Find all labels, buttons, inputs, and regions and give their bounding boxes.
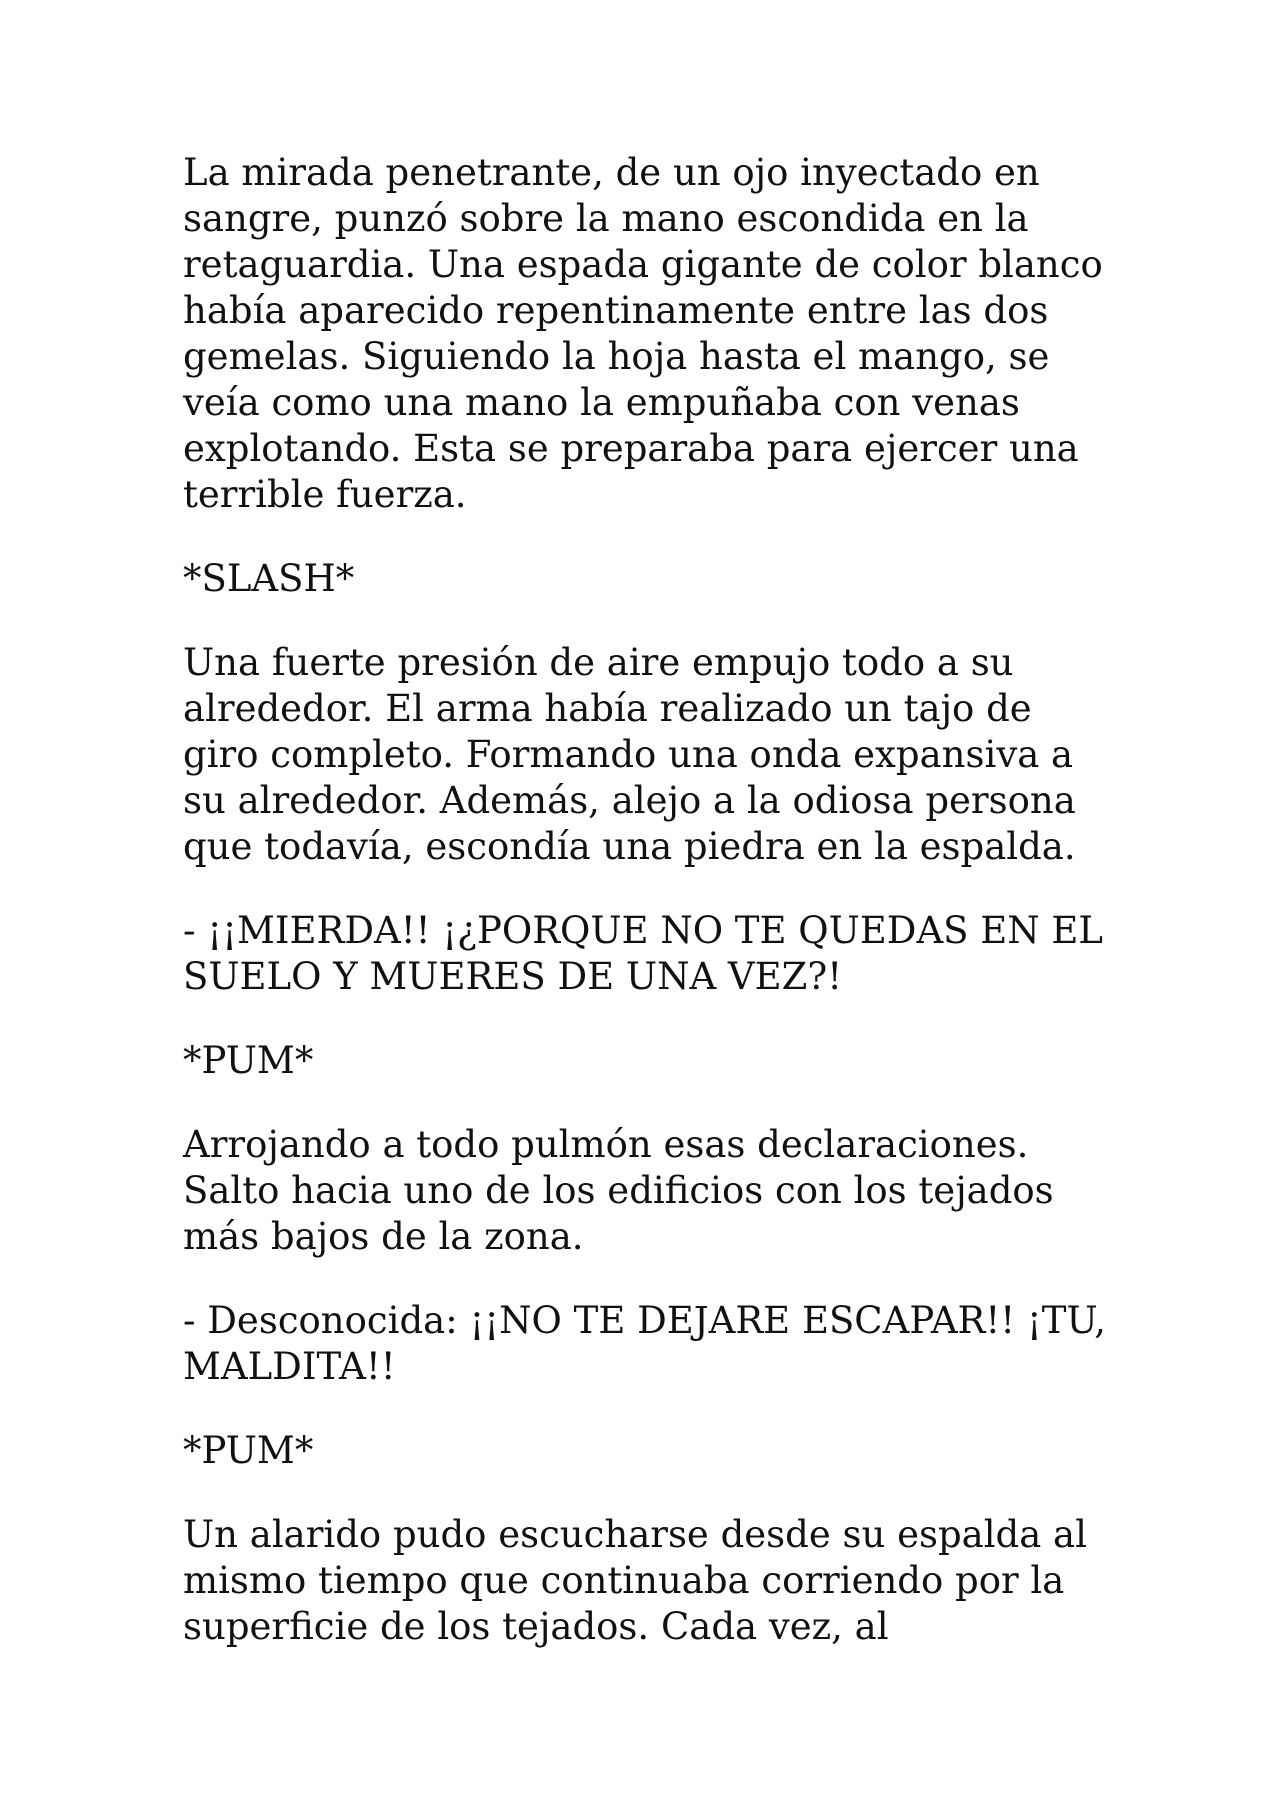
text-line: SUELO Y MUERES DE UNA VEZ?! <box>183 955 843 998</box>
paragraph-sound-effect <box>183 556 1123 602</box>
text-line: MALDITA!! <box>183 1345 396 1388</box>
paragraph-narration <box>183 150 1123 518</box>
paragraph-sound-effect <box>183 1038 1123 1084</box>
text-line: *PUM* <box>183 1039 314 1082</box>
text-line: *SLASH* <box>183 557 355 600</box>
paragraph-narration <box>183 1512 1123 1650</box>
text-line: mismo tiempo que continuaba corriendo por la <box>183 1559 1065 1602</box>
paragraph-sound-effect <box>183 1428 1123 1474</box>
text-line: - Desconocida: ¡¡NO TE DEJARE ESCAPAR!! ¡TU, <box>183 1299 1107 1342</box>
text-line: Una fuerte presión de aire empujo todo a su <box>183 641 1014 684</box>
text-line: superficie de los tejados. Cada vez, al <box>183 1605 889 1648</box>
text-line: Salto hacia uno de los edificios con los tejados <box>183 1169 1054 1212</box>
paragraph-dialogue <box>183 908 1123 1000</box>
text-line: *PUM* <box>183 1429 314 1472</box>
text-line: alrededor. El arma había realizado un tajo de <box>183 687 1032 730</box>
text-line: terrible fuerza. <box>183 473 467 516</box>
text-line: La mirada penetrante, de un ojo inyectado en <box>183 151 1040 194</box>
text-line: había aparecido repentinamente entre las dos <box>183 289 1049 332</box>
body-text <box>183 150 1123 1688</box>
text-line: sangre, punzó sobre la mano escondida en la <box>183 197 1029 240</box>
text-line: - ¡¡MIERDA!! ¡¿PORQUE NO TE QUEDAS EN EL <box>183 909 1103 952</box>
text-line: que todavía, escondía una piedra en la espalda. <box>183 825 1076 868</box>
paragraph-narration <box>183 640 1123 870</box>
text-line: más bajos de la zona. <box>183 1215 584 1258</box>
paragraph-dialogue <box>183 1298 1123 1390</box>
paragraph-narration <box>183 1122 1123 1260</box>
text-line: gemelas. Siguiendo la hoja hasta el mango, se <box>183 335 1050 378</box>
text-line: su alrededor. Además, alejo a la odiosa persona <box>183 779 1076 822</box>
text-line: veía como una mano la empuñaba con venas <box>183 381 1020 424</box>
text-line: giro completo. Formando una onda expansiva a <box>183 733 1074 776</box>
text-line: explotando. Esta se preparaba para ejercer una <box>183 427 1079 470</box>
text-line: Un alarido pudo escucharse desde su espalda al <box>183 1513 1087 1556</box>
text-line: retaguardia. Una espada gigante de color blanco <box>183 243 1103 286</box>
text-line: Arrojando a todo pulmón esas declaraciones. <box>183 1123 1029 1166</box>
